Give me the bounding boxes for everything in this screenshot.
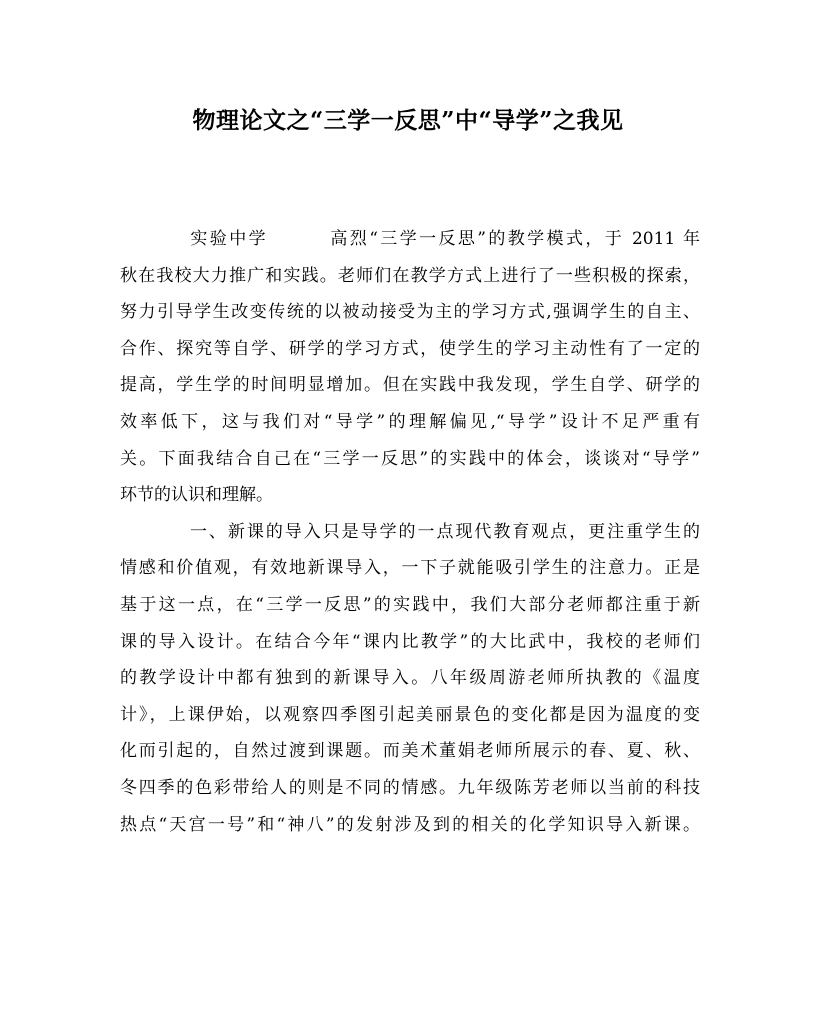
paragraph-1-line-7: 关。下面我结合自己在“三学一反思”的实践中的体会，谈谈对“导学”	[120, 448, 700, 469]
paragraph-1-line-8: 环节的认识和理解。	[120, 485, 273, 506]
paragraph-1-line-2: 秋在我校大力推广和实践。老师们在教学方式上进行了一些积极的探索，	[120, 265, 700, 286]
paragraph-2-line-1-wrapper	[120, 514, 700, 551]
paragraph-2-line-8: 冬四季的色彩带给人的则是不同的情感。九年级陈芳老师以当前的科技	[120, 777, 700, 798]
paragraph-1-line-3: 努力引导学生改变传统的以被动接受为主的学习方式,强调学生的自主、	[120, 302, 700, 323]
paragraph-2-line-3: 基于这一点，在“三学一反思”的实践中，我们大部分老师都注重于新	[120, 594, 700, 615]
byline-school: 实验中学	[188, 229, 268, 249]
paragraph-1-line-1: “三学一反思”的教学模式，于 2011 年	[369, 229, 700, 249]
byline-line	[120, 221, 700, 258]
paragraph-2-line-4: 课的导入设计。在结合今年“课内比教学”的大比武中，我校的老师们	[120, 631, 700, 652]
paragraph-1-line-6: 效率低下，这与我们对“导学”的理解偏见,“导学”设计不足严重有	[120, 411, 700, 432]
paragraph-2-line-7: 化而引起的，自然过渡到课题。而美术董娟老师所展示的春、夏、秋、	[120, 741, 700, 762]
paragraph-2-line-2: 情感和价值观，有效地新课导入，一下子就能吸引学生的注意力。正是	[120, 558, 700, 579]
paragraph-2-line-6: 计》，上课伊始，以观察四季图引起美丽景色的变化都是因为温度的变	[120, 704, 700, 725]
document-title: 物理论文之“三学一反思”中“导学”之我见	[192, 107, 624, 134]
paragraph-1-line-4: 合作、探究等自学、研学的学习方式，使学生的学习主动性有了一定的	[120, 338, 700, 359]
paragraph-2-line-5: 的教学设计中都有独到的新课导入。八年级周游老师所执教的《温度	[120, 668, 700, 689]
paragraph-2-line-1: 一、新课的导入只是导学的一点现代教育观点，更注重学生的	[188, 521, 700, 542]
document-body	[120, 221, 700, 843]
paragraph-1-line-5: 提高，学生学的时间明显增加。但在实践中我发现，学生自学、研学的	[120, 375, 700, 396]
paragraph-2-line-9: 热点“天宫一号”和“神八”的发射涉及到的相关的化学知识导入新课。	[120, 814, 700, 835]
byline-author: 高烈	[328, 229, 370, 249]
